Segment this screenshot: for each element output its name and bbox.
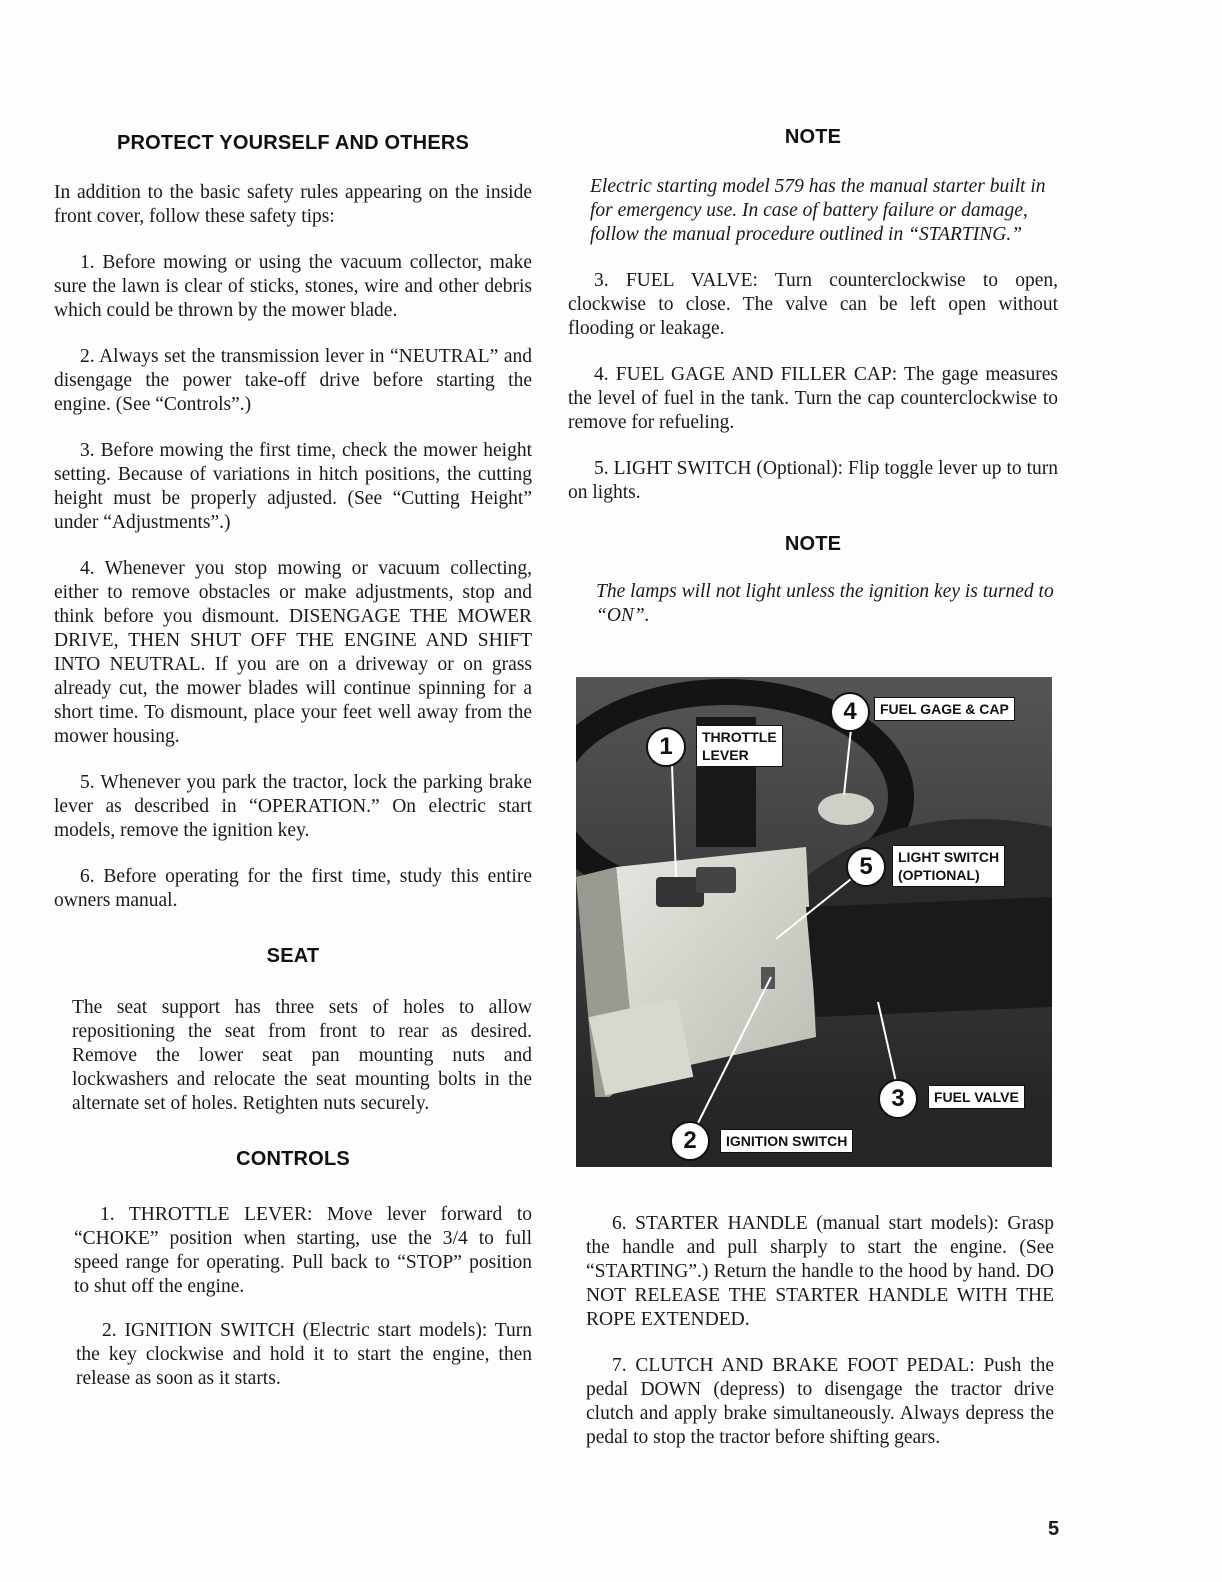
right-column: [568, 126, 1058, 628]
callout-4-label: FUEL GAGE & CAP: [874, 697, 1015, 721]
callout-1-label-line1: THROTTLE: [702, 729, 777, 745]
heading-note-2: NOTE: [784, 533, 842, 555]
safety-tip-3: 3. Before mowing the first time, check the mower height setting. Because of variations in hitch positions, the cutting height must be properly adjusted. (See “Cutting Height” under “Adjustments”.): [54, 440, 532, 533]
callout-5-label-line1: LIGHT SWITCH: [898, 849, 1000, 865]
callout-5-number: 5: [846, 847, 886, 887]
control-throttle-lever: 1. THROTTLE LEVER: Move lever forward to “CHOKE” position when starting, use the 3/4 to full speed range for operating. Pull back to “STOP” position to shut off the engine.: [74, 1204, 532, 1297]
callout-2-label: IGNITION SWITCH: [720, 1129, 853, 1153]
callout-2-number: 2: [670, 1121, 710, 1161]
control-fuel-valve: 3. FUEL VALVE: Turn counterclockwise to open, clockwise to close. The valve can be left open without flooding or leakage.: [568, 270, 1058, 339]
intro-paragraph: In addition to the basic safety rules appearing on the inside front cover, follow these safety tips:: [54, 182, 532, 227]
heading-seat: SEAT: [266, 945, 320, 967]
control-light-switch: 5. LIGHT SWITCH (Optional): Flip toggle lever up to turn on lights.: [568, 458, 1058, 503]
note-electric-starting: Electric starting model 579 has the manual starter built in for emergency use. In case of battery failure or damage, follow the manual procedure outlined in “STARTING.”: [590, 176, 1046, 245]
heading-controls: CONTROLS: [236, 1148, 350, 1170]
controls-photo: [576, 677, 1052, 1167]
right-panel: [806, 897, 1052, 1017]
callout-1-label-line2: LEVER: [702, 747, 749, 763]
heading-note-1: NOTE: [784, 126, 842, 148]
left-column: [54, 132, 532, 1391]
callout-5-label: [892, 845, 1005, 887]
control-clutch-brake-pedal: 7. CLUTCH AND BRAKE FOOT PEDAL: Push the pedal DOWN (depress) to disengage the tractor drive clutch and apply brake simultaneously. Always depress the pedal to stop the tractor before shifting gears.: [586, 1355, 1054, 1448]
control-ignition-switch: 2. IGNITION SWITCH (Electric start models): Turn the key clockwise and hold it to start the engine, then release as soon as it starts.: [76, 1320, 532, 1389]
safety-tip-5: 5. Whenever you park the tractor, lock the parking brake lever as described in “OPERATION.” On electric start models, remove the ignition key.: [54, 772, 532, 841]
callout-3-number: 3: [878, 1079, 918, 1119]
safety-tip-1: 1. Before mowing or using the vacuum collector, make sure the lawn is clear of sticks, stones, wire and other debris which could be thrown by the mower blade.: [54, 252, 532, 321]
heading-protect-yourself: PROTECT YOURSELF AND OTHERS: [116, 132, 470, 154]
callout-3-label: FUEL VALVE: [928, 1085, 1025, 1109]
safety-tip-6: 6. Before operating for the first time, study this entire owners manual.: [54, 866, 532, 911]
callout-4-number: 4: [830, 692, 870, 732]
control-fuel-gage: 4. FUEL GAGE AND FILLER CAP: The gage measures the level of fuel in the tank. Turn the cap counterclockwise to remove for refueling.: [568, 364, 1058, 433]
fuel-cap: [818, 793, 874, 825]
callout-1-number: 1: [646, 727, 686, 767]
safety-tip-4: 4. Whenever you stop mowing or vacuum collecting, either to remove obstacles or make adjustments, stop and think before you dismount. DISENGAGE THE MOWER DRIVE, THEN SHUT OFF THE ENGINE AND SHIFT INTO NEUTRAL. If you are on a driveway or on grass already cut, the mower blades will continue spinning for a short time. To dismount, place your feet well away from the mower housing.: [54, 558, 532, 747]
control-starter-handle: 6. STARTER HANDLE (manual start models): Grasp the handle and pull sharply to start the engine. (See “STARTING”.) Return the handle to the hood by hand. DO NOT RELEASE THE STARTER HANDLE WITH THE ROPE EXTENDED.: [586, 1213, 1054, 1330]
ignition-key: [761, 967, 775, 989]
right-column-lower: [586, 1212, 1054, 1450]
note-lamps: The lamps will not light unless the ignition key is turned to “ON”.: [596, 581, 1054, 626]
throttle-decal: [696, 867, 736, 893]
seat-paragraph: The seat support has three sets of holes to allow repositioning the seat from front to rear as desired. Remove the lower seat pan mounting nuts and lockwashers and relocate the seat mounting bolts in the alternate set of holes. Retighten nuts securely.: [72, 997, 532, 1114]
callout-1-label: [696, 725, 783, 767]
page-number: 5: [1048, 1518, 1060, 1540]
callout-5-label-line2: (OPTIONAL): [898, 867, 980, 883]
safety-tip-2: 2. Always set the transmission lever in “NEUTRAL” and disengage the power take-off drive before starting the engine. (See “Controls”.): [54, 346, 532, 415]
